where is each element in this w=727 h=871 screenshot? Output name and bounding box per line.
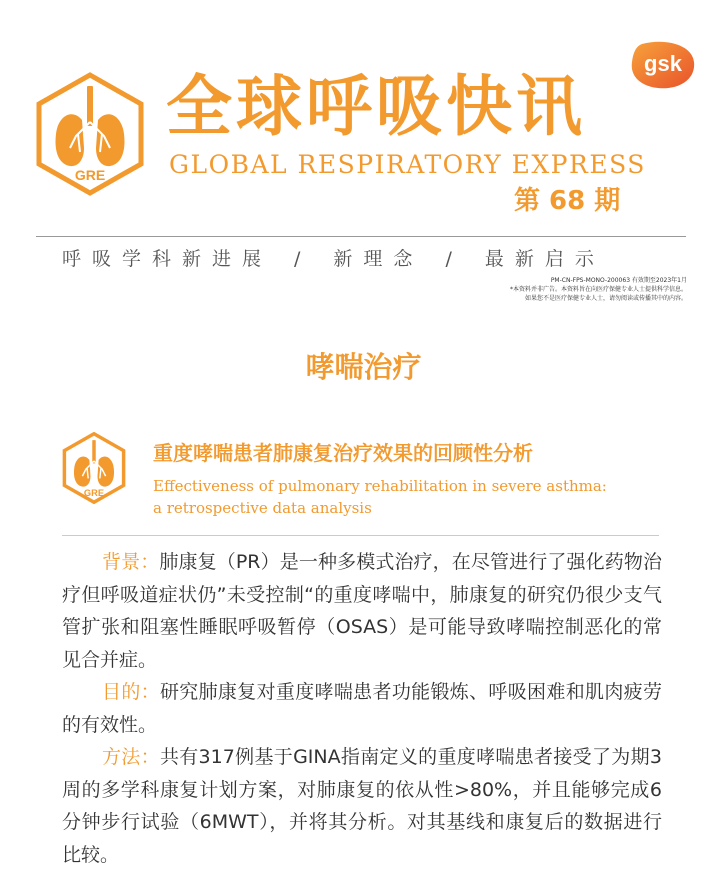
paragraph-label: 目的：	[102, 681, 160, 703]
header-divider	[36, 236, 686, 237]
tagline-separator: /	[294, 248, 312, 270]
article-gre-logo	[62, 432, 126, 504]
paragraph-background	[62, 546, 662, 676]
issue-number: 第 68 期	[514, 186, 621, 216]
paragraph-text: 肺康复（PR）是一种多模式治疗，在尽管进行了强化药物治疗但呼吸道症状仍”未受控制“的重度哮喘中，肺康复的研究仍很少支气管扩张和阻塞性睡眠呼吸暂停（OSAS）是可能导致哮喘控制恶化的常见合并症。	[62, 551, 662, 671]
paragraph-methods	[62, 741, 662, 871]
paragraph-text: 共有317例基于GINA指南定义的重度哮喘患者接受了为期3周的多学科康复计划方案，对肺康复的依从性>80%，并且能够完成6分钟步行试验（6MWT），并将其分析。对其基线和康复后的数据进行比较。	[62, 746, 662, 866]
article-title-english	[153, 475, 633, 519]
paragraph-objective	[62, 676, 662, 741]
title-chinese: 全球呼吸快讯	[166, 68, 586, 145]
gre-logo	[36, 72, 144, 196]
title-english: GLOBAL RESPIRATORY EXPRESS	[169, 150, 646, 179]
disclaimer-line: *本资料并非广告。本资料旨在向医疗保健专业人士提供科学信息。	[509, 286, 687, 293]
disclaimer-line: 如果您不是医疗保健专业人士，请勿阅读或传播其中的内容。	[524, 295, 687, 302]
article-body	[62, 546, 662, 871]
gre-logo-text: GRE	[74, 167, 106, 183]
article-gre-logo-text: GRE	[83, 487, 105, 498]
paragraph-text: 研究肺康复对重度哮喘患者功能锻炼、呼吸困难和肌肉疲劳的有效性。	[62, 681, 662, 736]
disclaimer	[510, 276, 687, 303]
article-title-english-line: Effectiveness of pulmonary rehabilitation in severe asthma:	[153, 477, 607, 495]
article-divider	[62, 535, 659, 536]
tagline-part-1: 呼吸学科新进展	[62, 248, 273, 270]
tagline	[62, 248, 605, 271]
tagline-separator: /	[445, 248, 463, 270]
paragraph-label: 方法：	[102, 746, 160, 768]
gsk-logo-text: gsk	[644, 51, 682, 76]
section-title: 哮喘治疗	[305, 350, 422, 384]
tagline-part-2: 新理念	[333, 248, 424, 270]
article-title-english-line: a retrospective data analysis	[153, 499, 372, 517]
disclaimer-line: PM-CN-FPS-MONO-200063 有效期至2023年1月	[550, 277, 687, 284]
article-title-chinese: 重度哮喘患者肺康复治疗效果的回顾性分析	[153, 441, 533, 465]
tagline-part-3: 最新启示	[484, 248, 605, 270]
paragraph-label: 背景：	[102, 551, 160, 573]
gsk-logo	[630, 40, 696, 92]
